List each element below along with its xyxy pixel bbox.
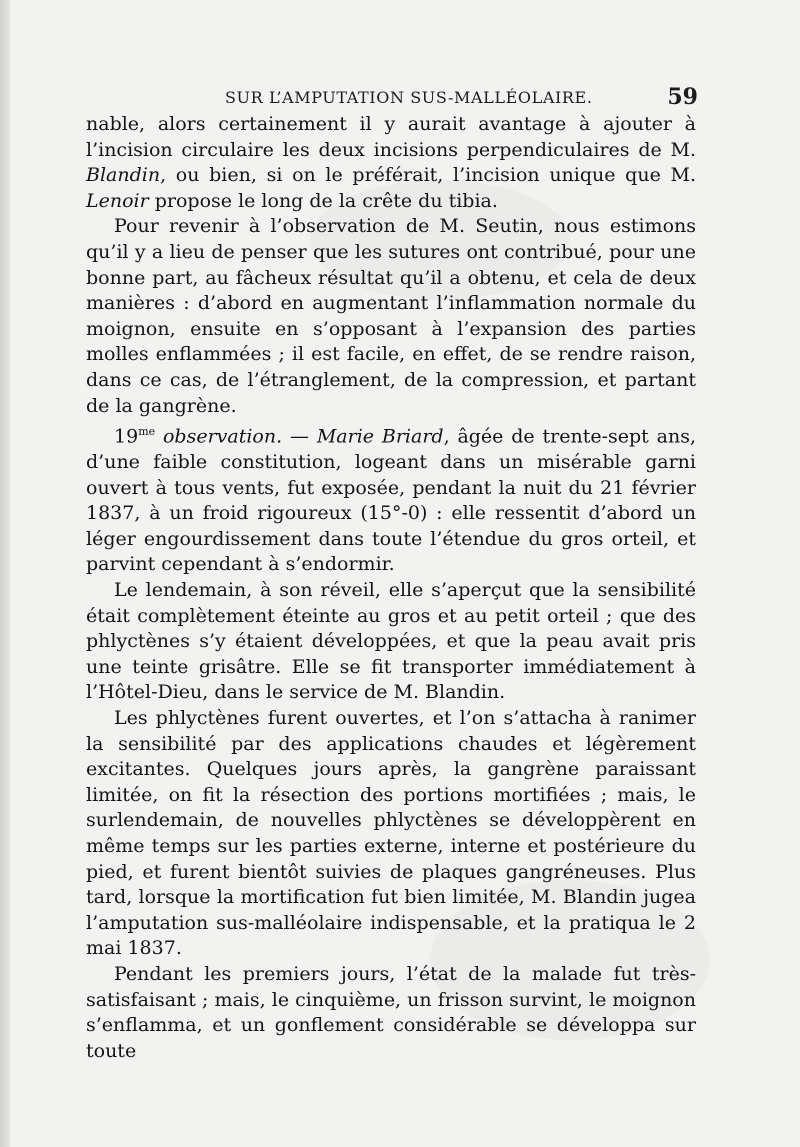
- observation-number-suffix: me: [138, 425, 156, 439]
- author-name: Lenoir: [86, 189, 149, 212]
- paragraph-continuation: nable, alors certainement il y aurait avantage à ajouter à l’incision circulaire les deux incisions perpendiculaires de M. Blandin, ou bien, si on le préférait, l’incision unique que M. Lenoir propose le long de la crête du tibia.: [86, 113, 696, 212]
- page-header: [88, 86, 698, 114]
- paragraph: Le lendemain, à son réveil, elle s’aperçut que la sensibilité était complètement éteinte au gros et au petit orteil ; que des phlyctènes s’y étaient développées, et que la peau avait pris une teinte grisâtre. Elle se fit transporter immédiatement à l’Hôtel-Dieu, dans le service de M. Blandin.: [86, 579, 696, 704]
- observation-paragraph: $19^{me}$ observation. — Marie Briard, âgée de trente-sept ans, d’une faible constitution, logeant dans un misérable garni ouvert à tous vents, fut exposée, pendant la nuit du 21 février 1837, à un froid rigoureux (15°-0) : elle ressentit d’abord un léger engourdissement dans toute l’étendue du gros orteil, et parvint cependant à s’endormir.: [86, 425, 696, 576]
- paragraph: Pour revenir à l’observation de M. Seutin, nous estimons qu’il y a lieu de penser que les sutures ont contribué, pour une bonne part, au fâcheux résultat qu’il a obtenu, et cela de deux manières : d’abord en augmentant l’inflammation normale du moignon, ensuite en s’opposant à l’expansion des parties molles enflammées ; il est facile, en effet, de se rendre raison, dans ce cas, de l’étranglement, de la compression, et partant de la gangrène.: [86, 215, 696, 417]
- running-head: SUR L’AMPUTATION SUS-MALLÉOLAIRE.: [225, 88, 593, 107]
- observation-number: 19: [114, 425, 139, 448]
- author-name: Blandin: [86, 164, 161, 187]
- paragraph: Les phlyctènes furent ouvertes, et l’on s’attacha à ranimer la sensibilité par des applications chaudes et légèrement excitantes. Quelques jours après, la gangrène paraissant limitée, on fit la résection des portions mortifiées ; mais, le surlendemain, de nouvelles phlyctènes se développèrent en même temps sur les parties externe, interne et postérieure du pied, et furent bientôt suivies de plaques gangréneuses. Plus tard, lorsque la mortification fut bien limitée, M. Blandin jugea l’amputation sus-malléolaire indispensable, et la pratiqua le 2 mai 1837.: [86, 706, 696, 960]
- body-text: [86, 112, 696, 1064]
- observation-label: observation.: [162, 425, 283, 448]
- page-number: 59: [667, 84, 698, 110]
- page-edge: [0, 0, 10, 1147]
- patient-name: Marie Briard: [316, 425, 444, 448]
- paragraph: Pendant les premiers jours, l’état de la malade fut très-satisfaisant ; mais, le cinquième, un frisson survint, le moignon s’enflamma, et un gonflement considérable se développa sur toute: [86, 962, 696, 1062]
